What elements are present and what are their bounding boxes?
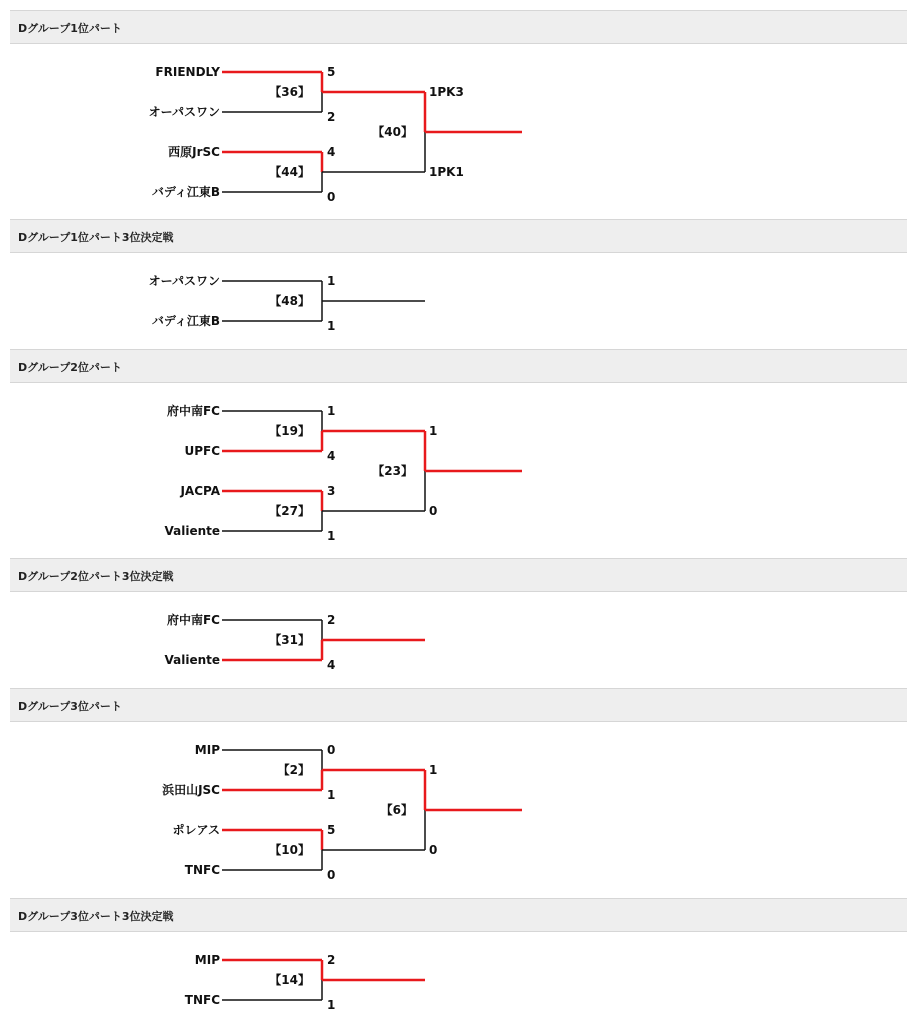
match-id: 【36】 bbox=[269, 85, 310, 99]
team-name: FRIENDLY bbox=[155, 65, 220, 79]
team-name: オーパスワン bbox=[148, 274, 220, 288]
section-header-3 bbox=[10, 349, 907, 383]
bracket-6 bbox=[0, 950, 915, 1012]
team-name: JACPA bbox=[180, 484, 220, 498]
team-name: TNFC bbox=[184, 993, 220, 1007]
score: 3 bbox=[327, 484, 336, 498]
match-id: 【19】 bbox=[269, 424, 310, 438]
match-id: 【44】 bbox=[269, 165, 310, 179]
score: 0 bbox=[327, 743, 336, 757]
section-header-2 bbox=[10, 219, 907, 253]
section-title: Dグループ1位パート3位決定戦 bbox=[18, 231, 174, 244]
final-score: 0 bbox=[429, 504, 438, 518]
match-id: 【14】 bbox=[269, 973, 310, 987]
final-match-id: 【40】 bbox=[372, 125, 413, 139]
match-id: 【48】 bbox=[269, 294, 310, 308]
score: 1 bbox=[327, 404, 336, 418]
score: 0 bbox=[327, 190, 336, 204]
final-score: 0 bbox=[429, 843, 438, 857]
score: 5 bbox=[327, 65, 336, 79]
score: 1 bbox=[327, 529, 336, 543]
bracket-4 bbox=[0, 610, 915, 672]
team-name: 西原JrSC bbox=[168, 145, 220, 159]
final-match-id: 【6】 bbox=[380, 803, 413, 817]
team-name: 浜田山JSC bbox=[162, 783, 220, 797]
section-title: Dグループ1位パート bbox=[18, 22, 122, 35]
team-name: MIP bbox=[194, 743, 220, 757]
team-name: バディ江東B bbox=[151, 314, 220, 328]
team-name: 府中南FC bbox=[166, 613, 220, 627]
score: 2 bbox=[327, 613, 336, 627]
match-id: 【31】 bbox=[269, 633, 310, 647]
bracket-2 bbox=[0, 271, 915, 333]
score: 2 bbox=[327, 953, 336, 967]
team-name: 府中南FC bbox=[166, 404, 220, 418]
section-header-1 bbox=[10, 10, 907, 44]
final-match-id: 【23】 bbox=[372, 464, 413, 478]
team-name: TNFC bbox=[184, 863, 220, 877]
bracket-1 bbox=[0, 62, 915, 204]
team-name: バディ江東B bbox=[151, 185, 220, 199]
final-score: 1 bbox=[429, 424, 438, 438]
score: 0 bbox=[327, 868, 336, 882]
match-id: 【27】 bbox=[269, 504, 310, 518]
bracket-5 bbox=[0, 740, 915, 882]
match-id: 【2】 bbox=[277, 763, 310, 777]
team-name: Valiente bbox=[164, 524, 220, 538]
match-id: 【10】 bbox=[269, 843, 310, 857]
score: 1 bbox=[327, 998, 336, 1012]
score: 4 bbox=[327, 145, 336, 159]
section-title: Dグループ2位パート bbox=[18, 361, 122, 374]
score: 4 bbox=[327, 658, 336, 672]
section-title: Dグループ2位パート3位決定戦 bbox=[18, 570, 174, 583]
final-score: 1PK3 bbox=[429, 85, 464, 99]
score: 5 bbox=[327, 823, 336, 837]
final-score: 1 bbox=[429, 763, 438, 777]
section-header-5 bbox=[10, 688, 907, 722]
team-name: UPFC bbox=[184, 444, 220, 458]
score: 1 bbox=[327, 319, 336, 333]
score: 1 bbox=[327, 788, 336, 802]
bracket-3 bbox=[0, 401, 915, 543]
team-name: オーパスワン bbox=[148, 105, 220, 119]
team-name: ポレアス bbox=[172, 823, 220, 837]
final-score: 1PK1 bbox=[429, 165, 464, 179]
team-name: MIP bbox=[194, 953, 220, 967]
section-header-6 bbox=[10, 898, 907, 932]
score: 1 bbox=[327, 274, 336, 288]
section-header-4 bbox=[10, 558, 907, 592]
section-title: Dグループ3位パート bbox=[18, 700, 122, 713]
section-title: Dグループ3位パート3位決定戦 bbox=[18, 910, 174, 923]
team-name: Valiente bbox=[164, 653, 220, 667]
score: 4 bbox=[327, 449, 336, 463]
score: 2 bbox=[327, 110, 336, 124]
